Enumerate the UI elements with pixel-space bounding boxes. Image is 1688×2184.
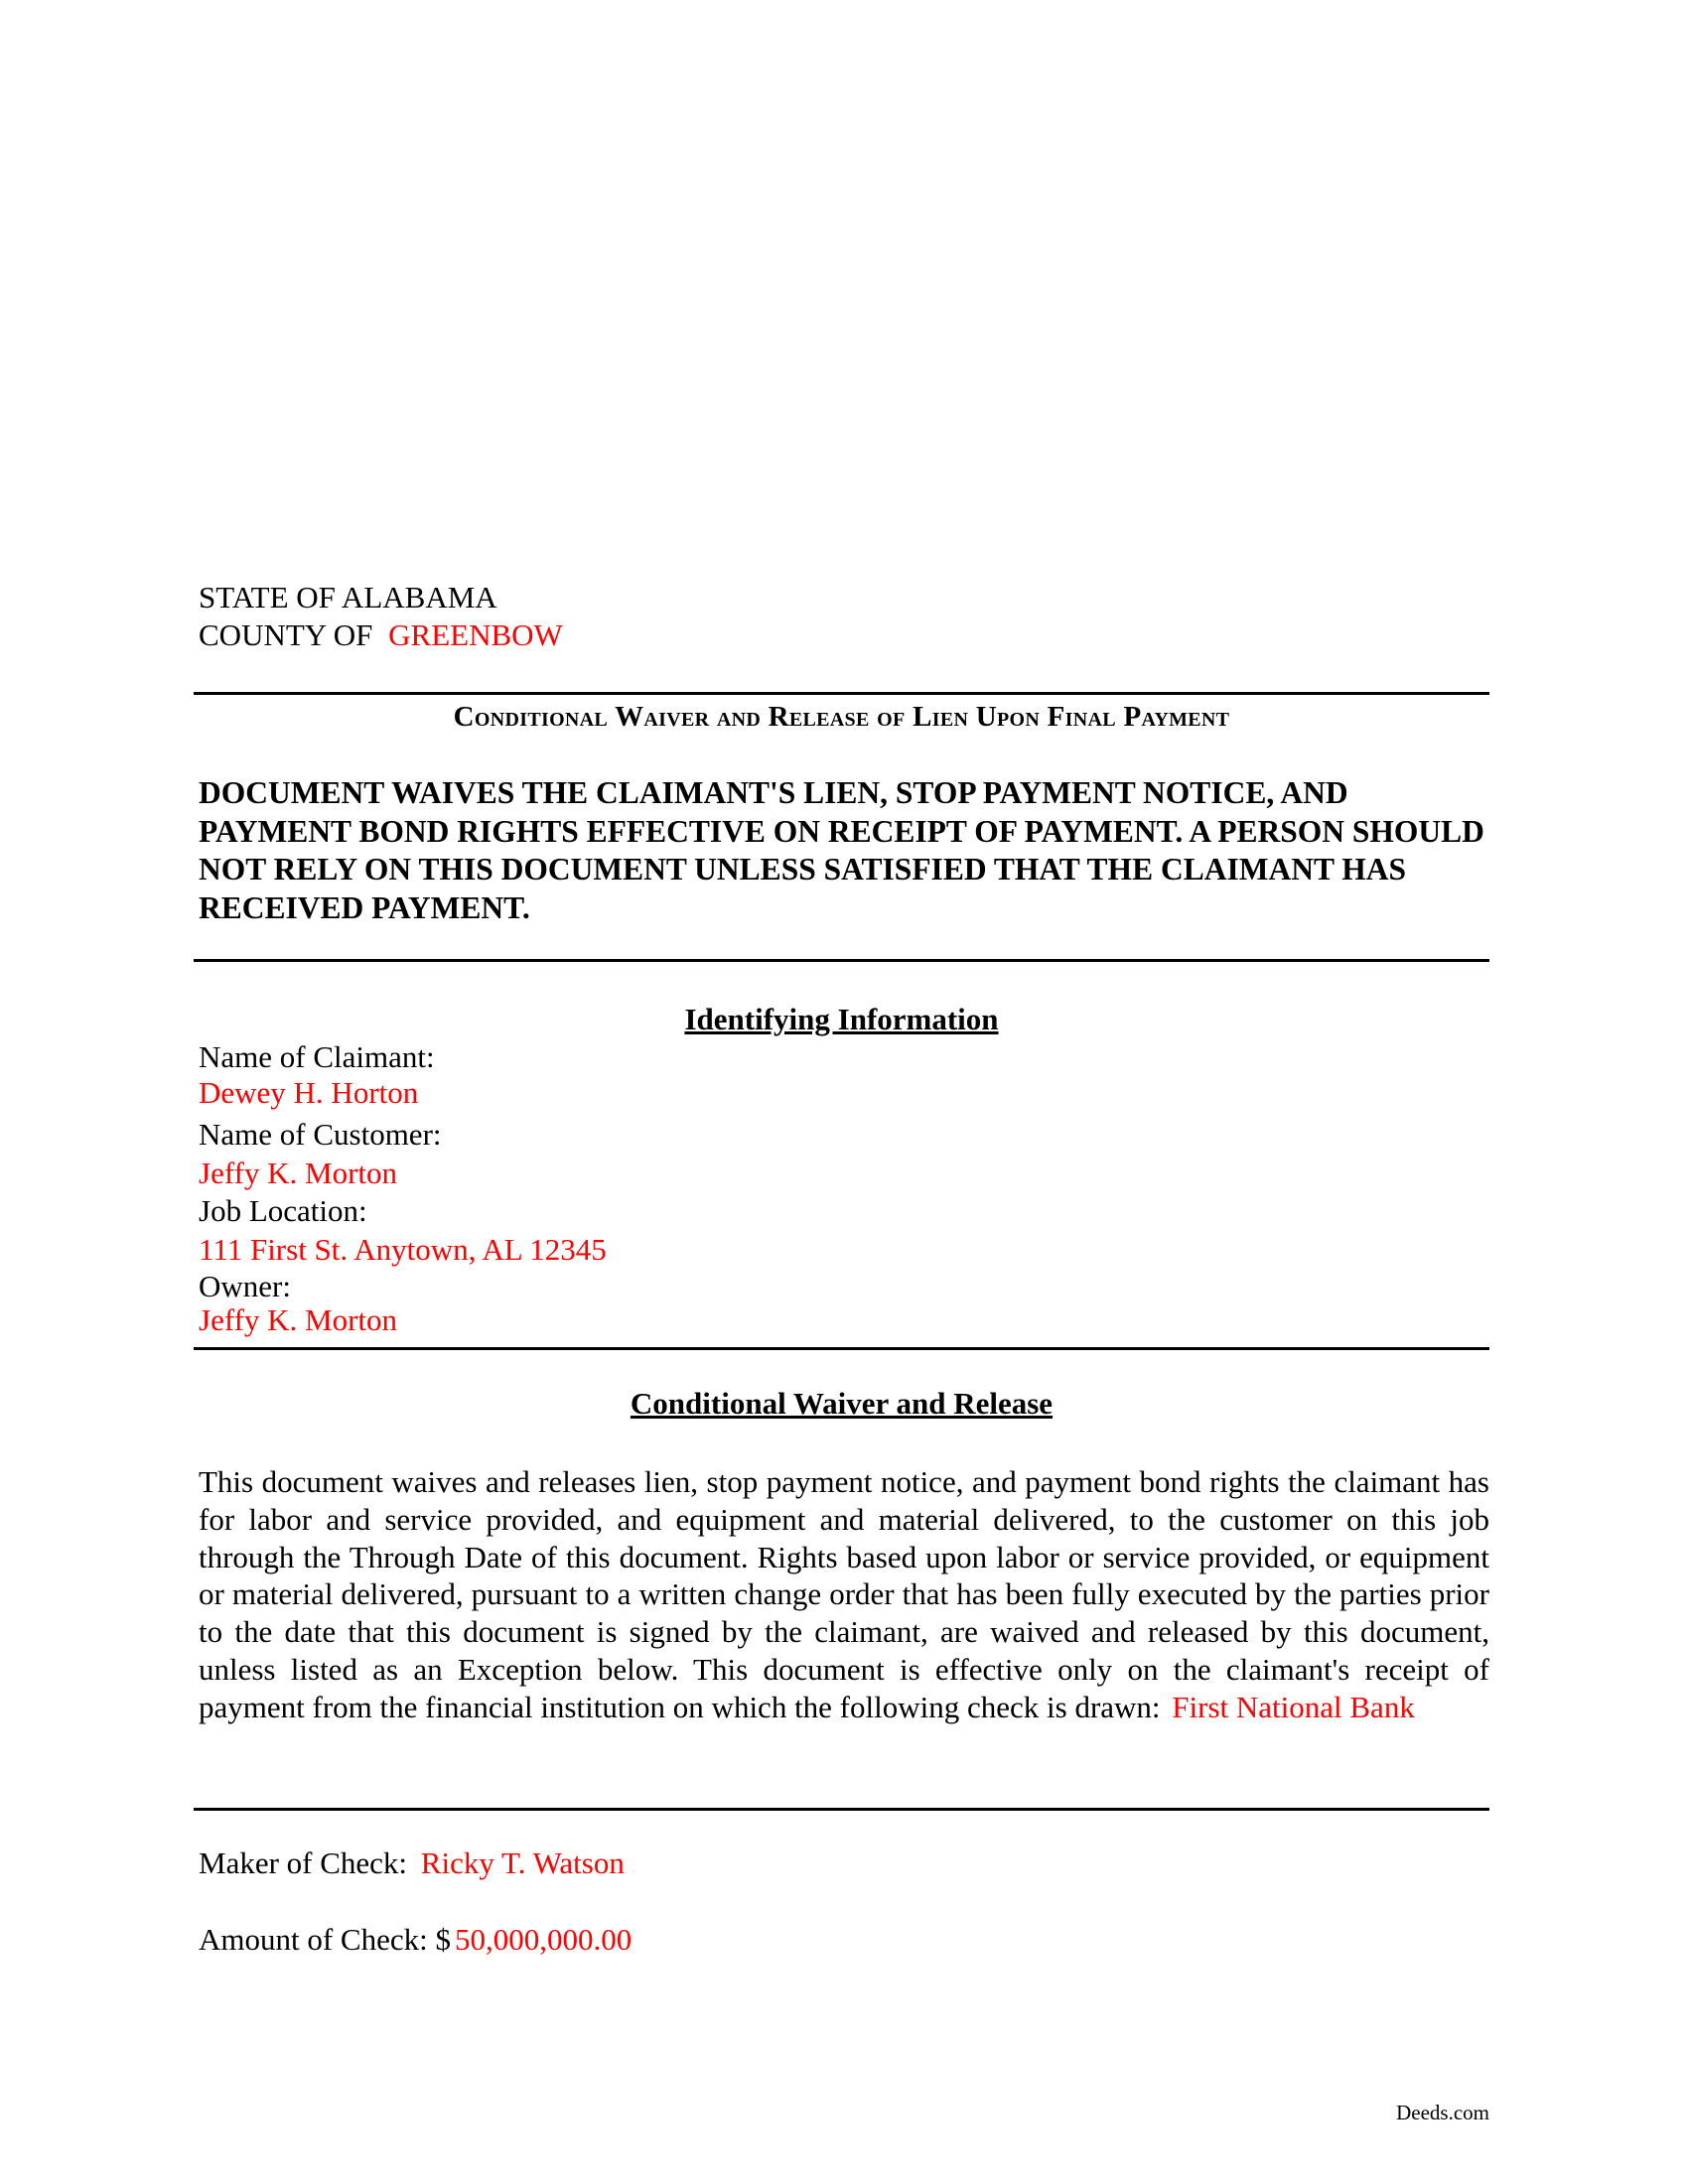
job-location-label: Job Location: bbox=[199, 1193, 367, 1228]
waiver-heading: Conditional Waiver and Release bbox=[630, 1386, 1054, 1421]
county-label: COUNTY OF bbox=[199, 617, 373, 652]
state-label: STATE OF ALABAMA bbox=[199, 580, 497, 614]
identifying-heading: Identifying Information bbox=[684, 1002, 999, 1036]
customer-value: Jeffy K. Morton bbox=[199, 1156, 398, 1190]
amount-line bbox=[199, 1922, 632, 1958]
maker-value: Ricky T. Watson bbox=[420, 1845, 625, 1880]
bank-name: First National Bank bbox=[1172, 1689, 1415, 1724]
divider-top bbox=[194, 692, 1489, 695]
owner-value: Jeffy K. Morton bbox=[199, 1302, 398, 1337]
divider-waiver bbox=[194, 1808, 1489, 1811]
amount-label: Amount of Check: $ bbox=[199, 1922, 451, 1957]
maker-label: Maker of Check: bbox=[199, 1845, 408, 1880]
maker-line bbox=[199, 1845, 625, 1881]
footer-brand: Deeds.com bbox=[1396, 2101, 1489, 2124]
county-value: GREENBOW bbox=[388, 617, 563, 652]
warning-notice: DOCUMENT WAIVES THE CLAIMANT'S LIEN, STOP PAYMENT NOTICE, AND PAYMENT BOND RIGHTS EFFECTIVE ON RECEIPT OF PAYMENT. A PERSON SHOULD NOT RELY ON THIS DOCUMENT UNLESS SATISFIED THAT THE CLAIMANT HAS RECEIVED PAYMENT. bbox=[199, 775, 1484, 925]
divider-identifying bbox=[194, 1347, 1489, 1350]
amount-value: 50,000,000.00 bbox=[455, 1922, 633, 1957]
claimant-value: Dewey H. Horton bbox=[199, 1075, 419, 1110]
waiver-body-text: This document waives and releases lien, stop payment notice, and payment bond rights the claimant has for labor and service provided, and equipment and material delivered, to the customer on this job through the Through Date of this document. Rights based upon labor or service provided, or equipment or material delivered, pursuant to a written change order that has been fully executed by the parties prior to the date that this document is signed by the claimant, are waived and released by this document, unless listed as an Exception below. This document is effective only on the claimant's receipt of payment from the financial institution on which the following check is drawn: bbox=[199, 1464, 1489, 1724]
job-location-value: 111 First St. Anytown, AL 12345 bbox=[199, 1232, 607, 1267]
divider-warning bbox=[194, 959, 1489, 962]
owner-label: Owner: bbox=[199, 1269, 291, 1303]
county-line bbox=[199, 617, 563, 653]
waiver-body bbox=[199, 1463, 1489, 1726]
document-title: Conditional Waiver and Release of Lien Upon Final Payment bbox=[453, 701, 1230, 733]
customer-label: Name of Customer: bbox=[199, 1117, 442, 1152]
claimant-label: Name of Claimant: bbox=[199, 1039, 435, 1074]
